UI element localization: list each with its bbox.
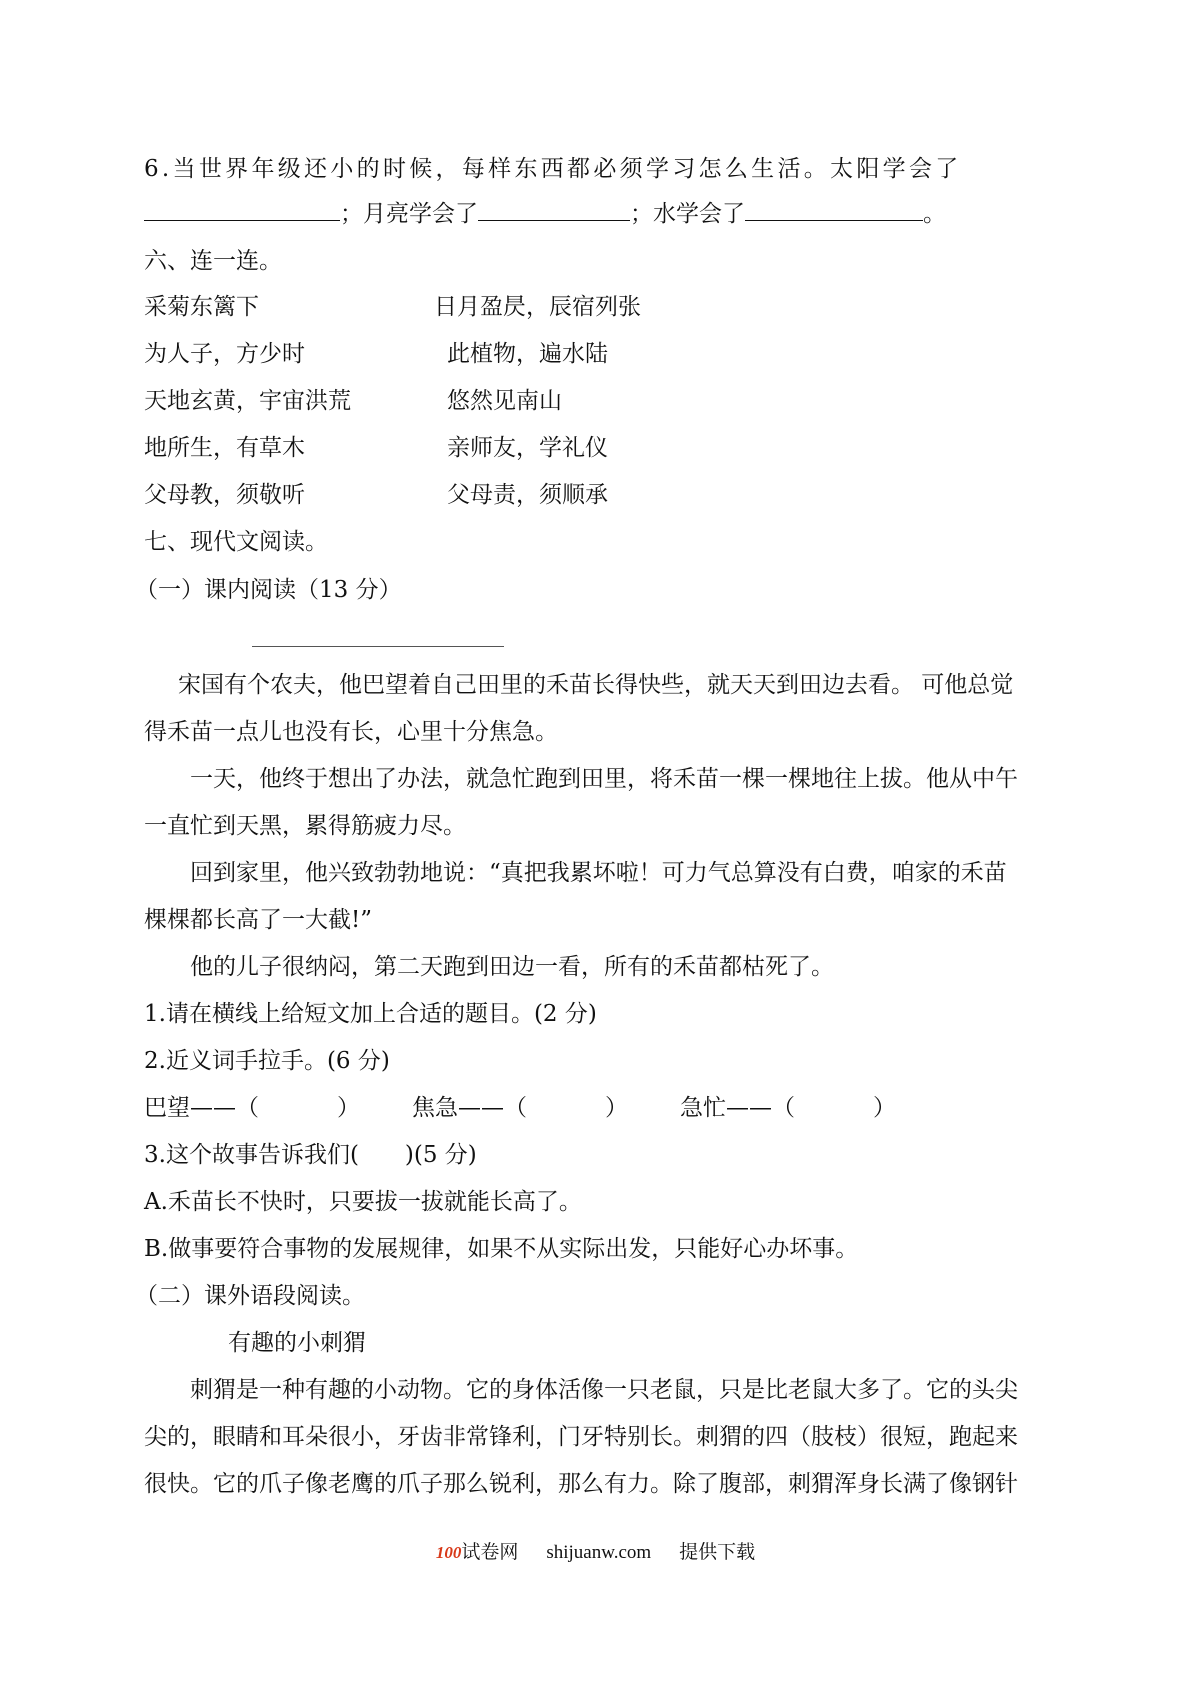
passage-line-4: 一直忙到天黑，累得筋疲力尽。 [144,813,466,839]
question-3-option-b: B.做事要符合事物的发展规律，如果不从实际出发，只能好心办坏事。 [144,1236,859,1262]
q6-sep-2: ；水学会了 [630,201,745,227]
passage-line-5: 回到家里，他兴致勃勃地说：“真把我累坏啦！可力气总算没有白费，咱家的禾苗 [190,860,1007,886]
match-right-2: 此植物，遍水陆 [447,341,608,367]
download-note: 提供下载 [679,1542,756,1563]
match-right-5: 父母责，须顺承 [447,482,608,508]
passage-line-2: 得禾苗一点儿也没有长，心里十分焦急。 [144,719,558,745]
part2-title: 有趣的小刺猬 [228,1330,366,1356]
site-logo: 100 [435,1543,462,1562]
section6-heading: 六、连一连。 [144,248,282,274]
passage-line-7: 他的儿子很纳闷，第二天跑到田边一看，所有的禾苗都枯死了。 [190,954,834,980]
q6-line-1: 6.当世界年级还小的时候，每样东西都必须学习怎么生活。太阳学会了 [144,156,962,182]
part2-heading: （二）课外语段阅读。 [135,1283,365,1309]
match-left-4: 地所生，有草木 [144,435,305,461]
synonym-1-close: ） [337,1095,360,1121]
synonym-2-close: ） [605,1095,628,1121]
synonym-2-label: 焦急——（ [412,1095,527,1121]
passage-line-6: 棵棵都长高了一大截!” [144,907,373,933]
passage-line-3: 一天，他终于想出了办法，就急忙跑到田里，将禾苗一棵一棵地往上拔。他从中午 [190,766,1018,792]
part2-line-2: 尖的，眼睛和耳朵很小，牙齿非常锋利，门牙特别长。刺猬的四（肢枝）很短，跑起来 [144,1424,1018,1450]
match-right-1: 日月盈昃，辰宿列张 [434,294,641,320]
q6-end: 。 [923,201,946,227]
question-3: 3.这个故事告诉我们( )(5 分) [144,1142,477,1168]
synonym-3-label: 急忙——（ [680,1095,795,1121]
section7-heading: 七、现代文阅读。 [144,529,328,555]
q6-blank-water[interactable] [745,200,923,221]
match-right-3: 悠然见南山 [447,388,562,414]
passage-line-1: 宋国有个农夫，他巴望着自己田里的禾苗长得快些，就天天到田边去看。 可他总觉 [178,672,1014,698]
question-2: 2.近义词手拉手。(6 分) [144,1048,390,1074]
q6-sep-1: ；月亮学会了 [340,201,478,227]
synonym-row [144,1093,896,1123]
title-blank-line[interactable] [252,646,504,647]
match-left-5: 父母教，须敬听 [144,482,305,508]
q6-blank-moon[interactable] [478,200,630,221]
match-left-1: 采菊东篱下 [144,294,259,320]
q6-line-2 [144,199,946,229]
part2-line-1: 刺猬是一种有趣的小动物。它的身体活像一只老鼠，只是比老鼠大多了。它的头尖 [190,1377,1018,1403]
question-3-option-a: A.禾苗长不快时，只要拔一拔就能长高了。 [144,1189,582,1215]
synonym-3-close: ） [873,1095,896,1121]
question-1: 1.请在横线上给短文加上合适的题目。(2 分) [144,1001,597,1027]
site-name: 试卷网 [461,1542,519,1563]
part1-heading: （一）课内阅读（13 分） [135,577,402,603]
site-url[interactable]: shijuanw.com [546,1542,652,1563]
match-right-4: 亲师友，学礼仪 [447,435,608,461]
match-left-2: 为人子，方少时 [144,341,305,367]
match-left-3: 天地玄黄，宇宙洪荒 [144,388,351,414]
synonym-1-label: 巴望——（ [144,1095,259,1121]
part2-line-3: 很快。它的爪子像老鹰的爪子那么锐利，那么有力。除了腹部，刺猬浑身长满了像钢针 [144,1471,1018,1497]
page-footer [0,1540,1191,1566]
q6-blank-sun[interactable] [144,200,340,221]
